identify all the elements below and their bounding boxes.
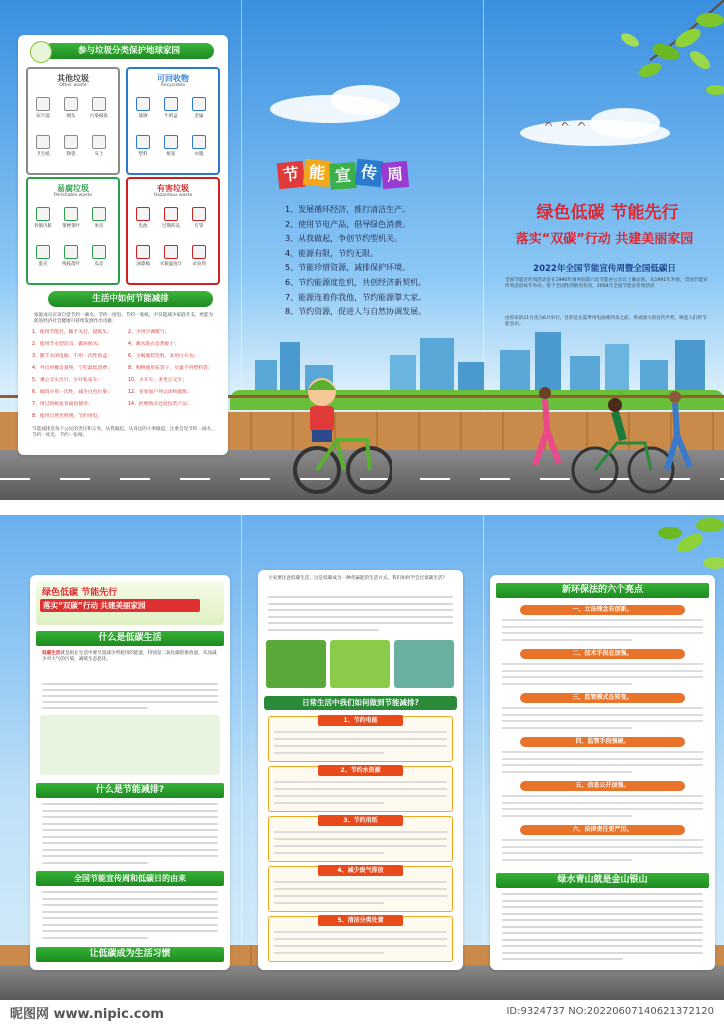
tip-item: 6、做饭少用一次性，减少白色污染； [32,390,112,395]
tip-item: 8、购物使用布袋子，尽量不用塑料袋； [128,366,213,371]
text-line [42,898,218,900]
text-line [268,629,379,631]
item-icon [136,245,150,259]
text-line [274,802,384,804]
item-icon [36,245,50,259]
text-line [502,958,623,960]
text-line [42,823,218,825]
item-icon [36,207,50,221]
item-label: 瓜皮 [94,262,104,267]
watermark-left: 昵图网 www.nipic.com [10,1007,164,1022]
tip-item: 2、使用节水型洁具，做环保水； [32,342,103,347]
item-label: 陶瓷 [66,152,76,157]
tip-title: 3、节约用纸 [318,815,403,826]
text-line [42,849,218,851]
low-carbon-panel [30,575,230,970]
item-label: 纸张 [166,152,176,157]
text-line [42,891,218,893]
panel-title: 参与垃圾分类保护地球家园 [44,43,214,59]
item-icon [92,245,106,259]
text-line [274,731,447,733]
item-icon [164,207,178,221]
law-item-title: 四、监管手段强硬。 [520,737,685,747]
slogan-item: 7、能源连着你我他，节约能源靠大家。 [285,292,427,302]
item-label: 灰土 [94,152,104,157]
item-icon [64,245,78,259]
tip-item: 14、拒绝购买过度包装产品； [128,402,192,407]
item-icon [192,245,206,259]
text-line [268,603,453,605]
text-line [274,945,447,947]
text-line [42,937,148,939]
text-line [502,795,703,797]
photo-windmill [394,640,454,688]
text-line [42,701,218,703]
text-line [274,938,447,940]
text-line [42,904,218,906]
item-label: 电池 [138,224,148,229]
item-icon [136,207,150,221]
runners-cyclist-illustration [525,385,715,495]
cloud [330,85,400,115]
item-label: 尿不湿 [36,114,50,119]
tip-item: 6、少喝瓶装饮料，多用白开水； [128,354,199,359]
item-icon [64,207,78,221]
item-label: 水银温度计 [159,262,183,267]
text-line [502,932,703,934]
definition-text: 就是指在生活中要尽量减少所耗用的能量，特别是二氧化碳的排放量，从而减少对大气的污染，减缓生态恶化。 [42,651,217,663]
text-line [274,852,384,854]
slogan-item: 8、节约资源，促进人与自然协调发展。 [285,307,427,317]
text-line [502,808,703,810]
bin-perishable: 易腐垃圾 Perishable waste [26,177,120,285]
tip-title: 2、节约水资源 [318,765,403,776]
text-line [502,913,703,915]
slogan-item: 3、从我做起，争创节约型机关。 [285,234,403,244]
tip-title: 1、节约电能 [318,715,403,726]
tip-title: 4、减少废气排放 [318,865,403,876]
event-subtitle: 2022年全国节能宣传周暨全国低碳日 [533,264,676,274]
tips-left [32,327,127,423]
item-label: 果皮 [94,224,104,229]
text-line [502,751,703,753]
slogan-item: 5、节能珍惜资源，减排保护环境。 [285,263,411,273]
text-line [42,924,218,926]
text-line [42,829,218,831]
tip-item: 7、用过的纸张背面再使用； [32,402,93,407]
watermark-right: ID:9324737 NO:20220607140621372120 [506,1006,714,1017]
item-icon [164,97,178,111]
text-line [502,852,703,854]
item-label: 金属 [194,114,204,119]
headline-2: 落实“双碳”行动 共建美丽家园 [515,232,694,247]
item-label: 烟头 [66,114,76,119]
text-line [502,764,703,766]
headline-1: 绿色低碳 节能先行 [536,203,679,223]
banner-line-1: 绿色低碳 节能先行 [42,588,118,598]
text-line [274,888,447,890]
text-line [502,707,703,709]
item-icon [92,97,106,111]
tip-item: 12、多参加户外运动和锻炼； [128,390,192,395]
daily-saving-panel [258,570,463,970]
text-line [42,816,218,818]
item-icon [136,97,150,111]
tip-title: 5、清洁分类处置 [318,915,403,926]
section-origin: 全国节能宣传周和低碳日的由来 [36,871,224,886]
law-item-title: 二、技术手段在加强。 [520,649,685,659]
law-item-title: 六、法律责任更严厉。 [520,825,685,835]
item-icon [64,135,78,149]
tips-right [128,327,223,411]
tip-item: 10、少开车，多坐公交少； [128,378,187,383]
slogan-list [285,203,465,320]
slogan-item: 4、能源有限，节约无限。 [285,248,379,258]
text-line [42,689,218,691]
text-line [274,845,447,847]
text-line [274,738,447,740]
item-label: 污染纸张 [90,114,108,119]
law-item-title: 三、监管模式在转变。 [520,693,685,703]
text-line [42,707,148,709]
text-line [42,855,218,857]
garbage-panel [18,35,228,455]
item-icon [192,207,206,221]
text-line [502,632,703,634]
text-line [42,810,218,812]
item-icon [136,135,150,149]
text-line [42,917,218,919]
footer-text: 节能减排是每个公民的责任和义务，从我做起，从身边的小事做起，注重自觉节约一滴水、节约一度电，节约一张纸。 [32,427,216,439]
slogan-title: 绿水青山就是金山银山 [496,873,709,888]
item-label: 玻璃 [138,114,148,119]
history-para-2: 由原来的11月改为6月举行，目的是在夏季用电高峰到来之前，形成强大的宣传声势，唤起人们的节能意识。 [505,316,707,328]
text-line [502,939,703,941]
text-line [274,795,447,797]
text-line [274,838,447,840]
bin-hazardous: 有害垃圾 Hazardous waste [126,177,220,285]
text-line [268,616,453,618]
text-line [502,919,703,921]
text-line [274,745,447,747]
item-label: 残枝落叶 [62,262,80,267]
text-line [502,815,632,817]
item-icon [92,135,106,149]
photo-bulb [330,640,390,688]
intro-text: 大家要注意低碳生活，这是低碳成为一种普遍能的生活方式。我们如何学会过低碳生活？ [268,576,448,581]
text-line [502,859,632,861]
section-energy-saving: 什么是节能减排? [36,783,224,798]
text-line [274,788,447,790]
text-line [502,670,703,672]
text-line [42,842,218,844]
text-line [502,683,632,685]
text-line [274,881,447,883]
text-line [502,676,703,678]
text-line [42,836,218,838]
text-line [274,752,384,754]
text-line [502,626,703,628]
item-icon [164,135,178,149]
text-line [42,930,218,932]
bin-recyclable: 可回收物 Recyclable [126,67,220,175]
section-what-is-low-carbon: 什么是低碳生活 [36,631,224,646]
env-law-panel [490,575,715,970]
item-icon [92,207,106,221]
text-line [502,893,703,895]
tip-item: 8、使用自然光照明，节约用电； [32,414,103,419]
text-line [502,846,703,848]
text-line [502,839,703,841]
photo-leaf [266,640,326,688]
item-icon [64,97,78,111]
question-header: 日常生活中我们如何做到节能减排? [264,696,457,710]
text-line [502,720,703,722]
tip-item: 2、少用空调暖气； [128,330,170,335]
birds-decoration: ᨈᨈᨈ [545,118,595,129]
tip-item: 3、随手关闭电脑、不用一次性饭盒； [32,354,112,359]
text-line [502,758,703,760]
subtitle: 生活中如何节能减排 [48,291,213,307]
text-line [268,622,453,624]
law-item-title: 五、信息公开加强。 [520,781,685,791]
text-line [268,596,453,598]
text-line [502,952,703,954]
text-line [42,695,218,697]
item-label: 蛋壳 [38,262,48,267]
text-line [42,803,218,805]
section-habit: 让低碳成为生活习惯 [36,947,224,962]
text-line [42,862,148,864]
text-line [502,663,703,665]
text-line [502,926,703,928]
text-line [42,911,218,913]
item-icon [36,97,50,111]
text-line [502,771,632,773]
item-label: 卫生纸 [36,152,50,157]
text-line [502,727,632,729]
text-line [502,900,703,902]
energy-week-banner: 节 能 宣 传 周 [278,160,418,190]
item-icon [192,135,206,149]
tip-item: 5、乘公交车出行，少开私家车； [32,378,103,383]
text-line [502,906,703,908]
lead-term: 低碳生活 [42,651,61,656]
bin-other: 其他垃圾 Other waste [26,67,120,175]
item-icon [36,135,50,149]
item-icon [164,245,178,259]
globe-icon [30,41,52,63]
watermark-bar [0,1000,724,1024]
slogan-item: 2、使用节电产品，倡导绿色消费。 [285,219,411,229]
text-line [268,609,453,611]
history-para-1: 全国节能宣传周活动是在1990年国务院第六次节能办公会议上确定的。从1991年开始，全国节能宣传周活动每年举办。鉴于全国性的缺电状况，2004年全国节能宣传周活动 [505,278,708,290]
slogan-item: 6、节约能源度危机，共创经济新契机。 [285,277,427,287]
item-label: 菜梗菜叶 [62,224,80,229]
text-line [274,952,384,954]
text-line [502,945,703,947]
bottom-sheet [0,515,724,1000]
top-sheet [0,0,724,500]
text-line [502,639,632,641]
text-line [274,831,447,833]
law-item-title: 一、立法理念有创新。 [520,605,685,615]
banner-line-2: 落实“双碳”行动 共建美丽家园 [40,599,200,612]
illustration-image [40,715,220,775]
item-label: 牛奶盒 [164,114,178,119]
item-label: 杀虫剂 [192,262,206,267]
intro-text: 家庭成员应该自觉节约一滴水、节约一度电、节约一张纸，不仅能减少家庭开支，更能为促进经济社会健康可持续发展作出贡献： [34,313,214,325]
text-line [42,683,218,685]
text-line [502,619,703,621]
text-line [274,931,447,933]
child-cyclist-illustration [292,370,392,500]
text-line [274,902,384,904]
text-line [502,714,703,716]
slogan-item: 1、发展循环经济，推行清洁生产。 [285,205,411,214]
law-title: 新环保法的六个亮点 [496,583,709,598]
item-label: 衣服 [194,152,204,157]
item-label: 过期药品 [162,224,180,229]
item-label: 塑料 [138,152,148,157]
text-line [274,781,447,783]
text-line [274,895,447,897]
text-line [502,802,703,804]
item-label: 骨骼内脏 [34,224,52,229]
item-label: 灯管 [194,224,204,229]
tip-item: 4、外出用餐自备筷，宁吃最低消费； [32,366,112,371]
tip-item: 1、使用节能灯，随手关灯，提炼头； [32,330,112,335]
tip-item: 4、漱水洗衣自然晾干； [128,342,180,347]
item-label: 油漆桶 [136,262,150,267]
item-icon [192,97,206,111]
leaves-decoration [560,0,724,120]
